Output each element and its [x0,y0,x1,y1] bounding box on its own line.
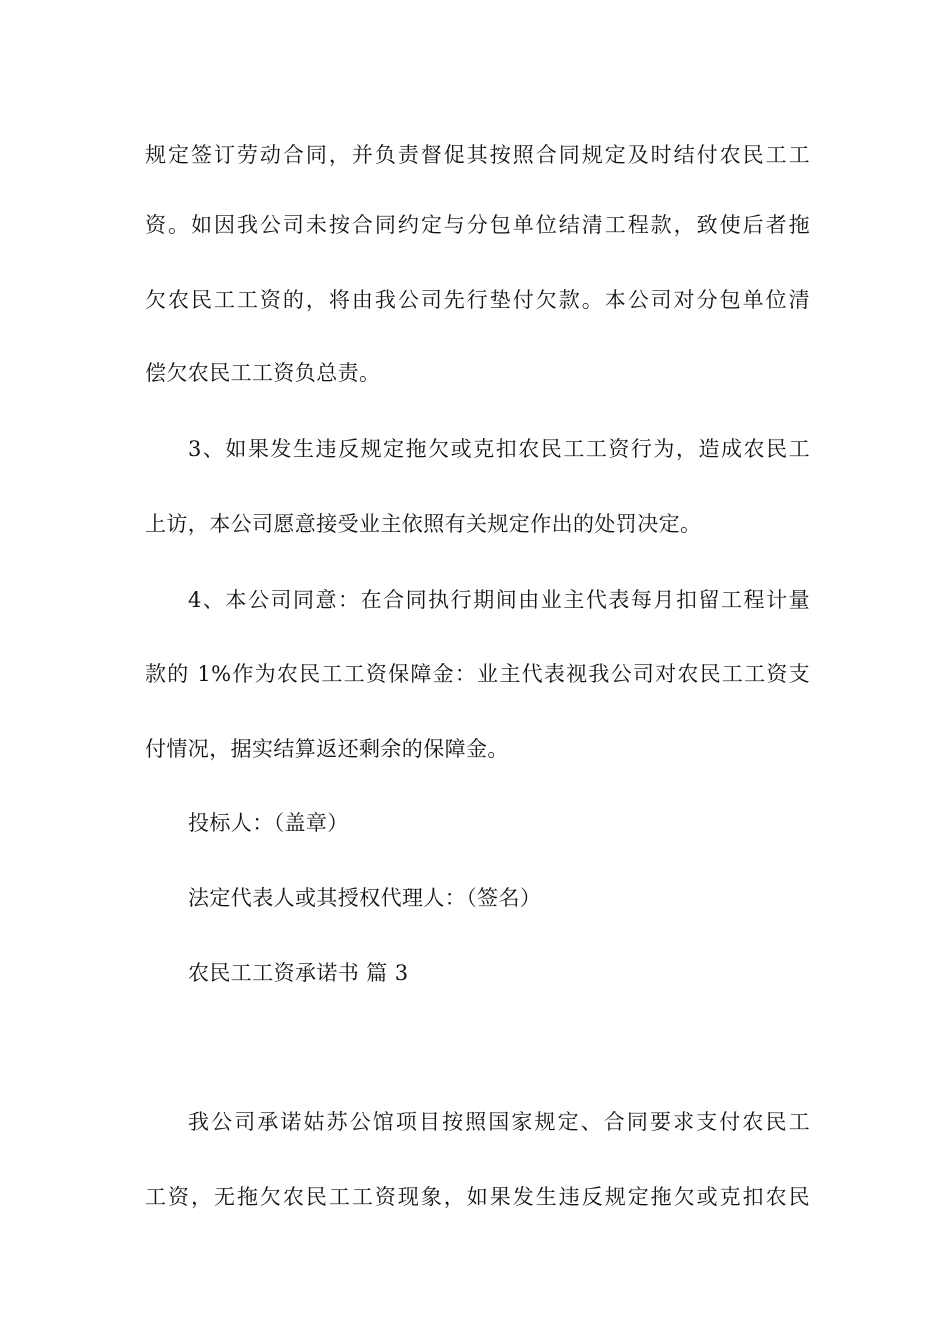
paragraph-line: 偿欠农民工工资负总责。 [145,361,381,385]
clause-3-line: 3、如果发生违反规定拖欠或克扣农民工工资行为，造成农民工 [188,437,810,461]
clause-4-line: 款的 1%作为农民工工资保障金：业主代表视我公司对农民工工资支 [145,662,810,686]
clause-4-line: 4、本公司同意：在合同执行期间由业主代表每月扣留工程计量 [188,588,810,612]
section-heading: 农民工工资承诺书 篇 3 [188,961,409,985]
bidder-seal-line: 投标人：（盖章） [188,811,349,835]
paragraph-line: 工资，无拖欠农民工工资现象，如果发生违反规定拖欠或克扣农民 [145,1185,810,1209]
clause-3-line: 上访，本公司愿意接受业主依照有关规定作出的处罚决定。 [145,512,702,536]
clause-4-line: 付情况，据实结算返还剩余的保障金。 [145,737,509,761]
representative-signature-line: 法定代表人或其授权代理人：（签名） [188,886,542,910]
paragraph-line: 资。如因我公司未按合同约定与分包单位结清工程款，致使后者拖 [145,213,810,237]
paragraph-line: 我公司承诺姑苏公馆项目按照国家规定、合同要求支付农民工 [188,1110,810,1134]
paragraph-line: 规定签订劳动合同，并负责督促其按照合同规定及时结付农民工工 [145,143,810,167]
paragraph-line: 欠农民工工资的，将由我公司先行垫付欠款。本公司对分包单位清 [145,288,810,312]
